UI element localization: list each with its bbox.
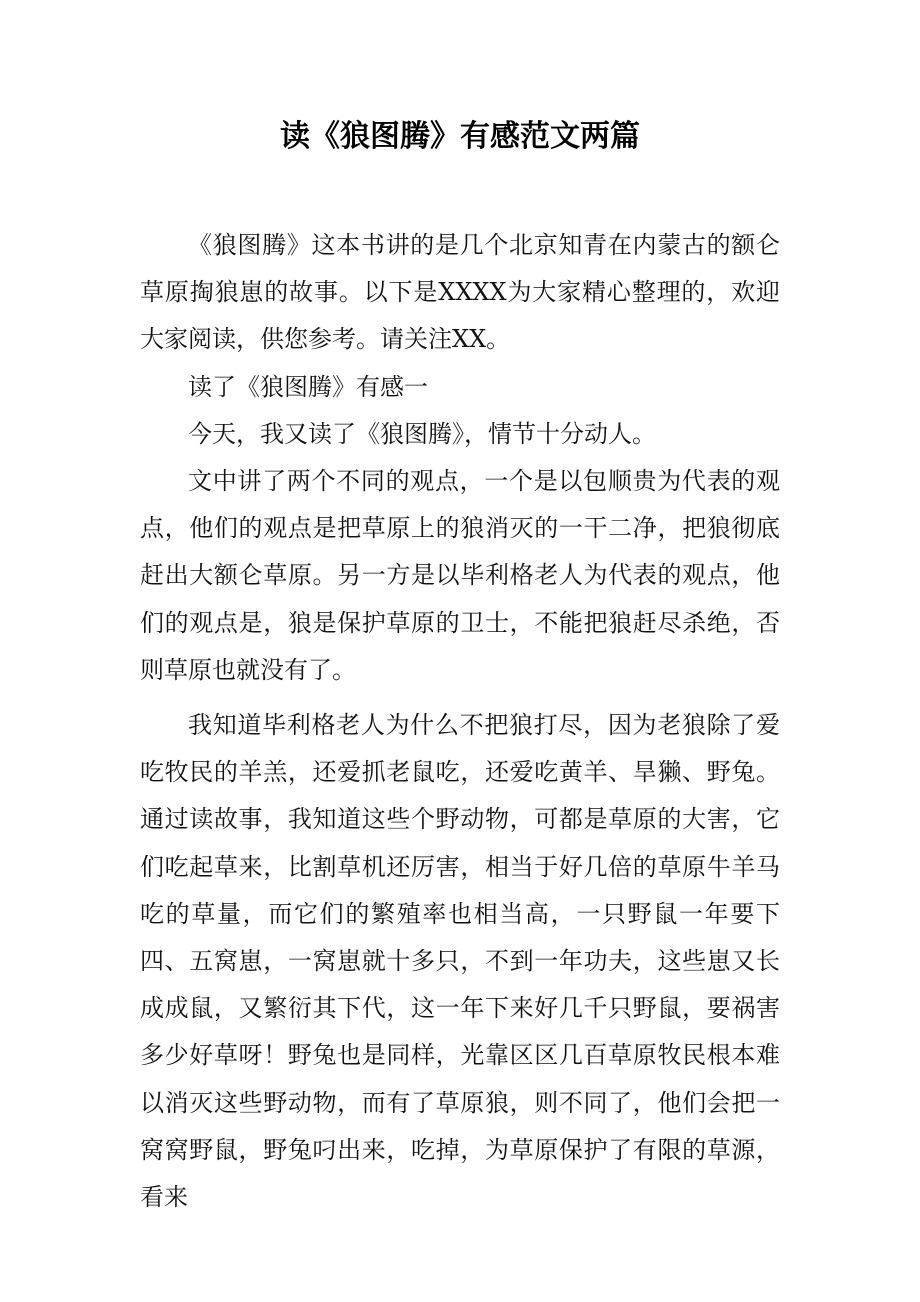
body-paragraph: 我知道毕利格老人为什么不把狼打尽，因为老狼除了爱吃牧民的羊羔，还爱抓老鼠吃，还爱吃黄羊、旱獭、野兔。通过读故事，我知道这些个野动物，可都是草原的大害，它们吃起草来，比割草机还厉害，相当于好几倍的草原牛羊马吃的草量，而它们的繁殖率也相当高，一只野鼠一年要下四、五窝崽，一窝崽就十多只，不到一年功夫，这些崽又长成成鼠，又繁衍其下代，这一年下来好几千只野鼠，要祸害多少好草呀！野兔也是同样，光靠区区几百草原牧民根本难以消灭这些野动物，而有了草原狼，则不同了，他们会把一窝窝野鼠，野兔叼出来，吃掉，为草原保护了有限的草源，看来	[140, 711, 780, 1212]
intro-paragraph: 《狼图腾》这本书讲的是几个北京知青在内蒙古的额仑草原掏狼崽的故事。以下是XXXX为大家精心整理的，欢迎大家阅读，供您参考。请关注XX。	[140, 231, 780, 354]
section-heading: 读了《狼图腾》有感一	[188, 372, 428, 401]
body-paragraph: 文中讲了两个不同的观点，一个是以包顺贵为代表的观点，他们的观点是把草原上的狼消灭的一干二净，把狼彻底赶出大额仑草原。另一方是以毕利格老人为代表的观点，他们的观点是，狼是保护草原的卫士，不能把狼赶尽杀绝，否则草原也就没有了。	[140, 467, 780, 684]
document-title: 读《狼图腾》有感范文两篇	[280, 119, 640, 154]
body-paragraph: 今天，我又读了《狼图腾》，情节十分动人。	[188, 419, 656, 448]
document-body	[140, 222, 780, 1221]
